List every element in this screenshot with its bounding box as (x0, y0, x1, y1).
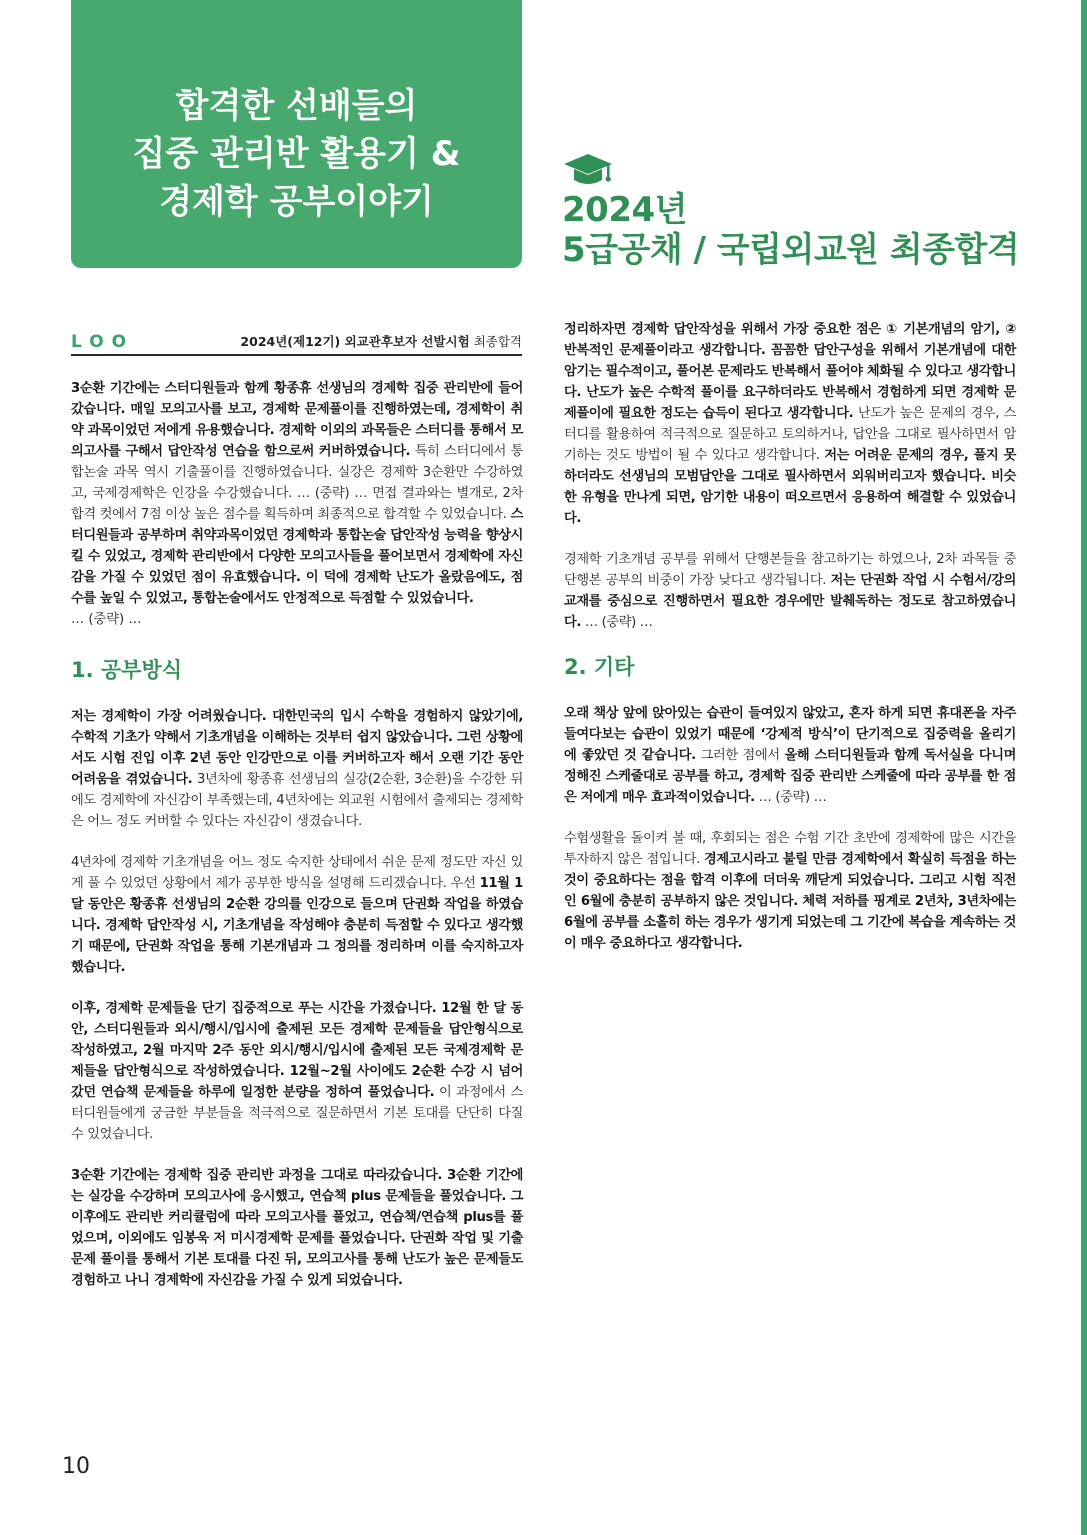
section-heading-study-method: 1. 공부방식 (71, 658, 183, 682)
text-bold: 오래 책상 앞에 앉아있는 습관이 들여있지 않았고, 혼자 하게 되면 휴대폰을 자주 들여다보는 습관이 있었기 때문에 ‘강제적 방식’이 단기적으로 집중력을 올리기에 좋았던 것 같습니다. (564, 706, 1016, 763)
text-regular: 그러한 점에서 (695, 748, 785, 763)
text-bold: 경제고시라고 불릴 만큼 경제학에서 확실히 득점을 하는 것이 중요하다는 점을 합격 이후에 더더욱 깨닫게 되었습니다. 그리고 시험 직전인 6월에 충분히 공부하지 않은 것입니다. 체력 저하를 핑계로 2년차, 3년차에는 6월에 공부를 소홀히 하는 경우가 생기게 되었는데 그 기간에 복습을 계속하는 것이 매우 중요하다고 생각합니다. (564, 852, 1016, 951)
text-regular: … (중략) … (754, 790, 827, 805)
text-bold: 저는 단권화 작업 시 수험서/강의교재를 중심으로 진행하면서 필요한 경우에만 발췌독하는 정도로 참고하였습니다. (564, 573, 1016, 630)
left-intro-paragraph (71, 378, 523, 609)
graduation-cap-icon (562, 152, 614, 192)
text-regular: … (중략) … (581, 615, 653, 630)
study-method-paragraph-3 (71, 998, 523, 1145)
etc-paragraph-1 (564, 703, 1016, 808)
side-accent-bar (1081, 0, 1087, 1535)
etc-paragraph-2 (564, 828, 1016, 954)
title-banner (71, 0, 522, 268)
textbook-paragraph (564, 549, 1016, 633)
text-regular: 이 과정에서 스터디원들에게 궁금한 부분들을 적극적으로 질문하면서 기본 토대를 단단히 다질 수 있었습니다. (71, 1085, 523, 1142)
text-bold: 이후, 경제학 문제들을 단기 집중적으로 푸는 시간을 가졌습니다. 12월 한 달 동안, 스터디원들과 외시/행시/입시에 출제된 모든 경제학 문제들을 답안형식으로 작성하였고, 2월 마지막 2주 동안 외시/행시/입시에 출제된 모든 국제경제학 문제들을 답안형식으로 작성하였습니다. 12월~2월 사이에도 2순환 수강 시 넘어갔던 연습책 문제들을 하루에 일정한 분량을 정하여 풀었습니다. (71, 1001, 523, 1100)
result-title (562, 190, 1062, 270)
author-exam-result: 최종합격 (469, 334, 522, 349)
result-year: 2024년 (562, 190, 687, 230)
page-number: 10 (62, 1454, 90, 1479)
right-column (564, 319, 1016, 974)
study-method-paragraph-2 (71, 852, 523, 978)
text-bold: 저는 어려운 문제의 경우, 풀지 못하더라도 선생님의 모범답안을 그대로 필사하면서 외워버리고자 했습니다. 비슷한 유형을 만나게 되면, 암기한 내용이 떠오르면서 응용하여 해결할 수 있었습니다. (564, 448, 1016, 526)
banner-title-line-1: 합격한 선배들의 (175, 86, 418, 126)
text-bold: 11월 1달 동안은 황종휴 선생님의 2순환 강의를 인강으로 들으며 단권화 작업을 하였습니다. 경제학 답안작성 시, 기초개념을 작성해야 충분히 득점할 수 있다고 생각했기 때문에, 단권화 작업을 통해 기본개념과 그 정의를 정리하며 이를 숙지하고자 했습니다. (71, 876, 524, 975)
banner-title-line-2: 집중 관리반 활용기 & (132, 134, 461, 174)
author-exam (240, 333, 522, 351)
text-bold: 올해 스터디원들과 함께 독서실을 다니며 정해진 스케줄대로 공부를 하고, 경제학 집중 관리반 스케줄에 따라 공부를 한 점은 저에게 매우 효과적이었습니다. (564, 748, 1016, 805)
left-column (71, 378, 523, 1311)
study-method-paragraph-1 (71, 706, 523, 832)
author-name: LOO (71, 332, 135, 352)
text-bold: 정리하자면 경제학 답안작성을 위해서 가장 중요한 점은 ① 기본개념의 암기, ② 반복적인 문제풀이라고 생각합니다. 꼼꼼한 답안구성을 위해서 기본개념에 대한 암기는 필수적이고, 풀어본 문제라도 반복해서 풀어야 체화될 수 있다고 생각합니다. 난도가 높은 수학적 풀이를 요구하더라도 반복해서 경험하게 되면 경제학 문제풀이에 필요한 정도는 습득이 된다고 생각합니다. (564, 322, 1016, 421)
omission-mark: … (중략) … (71, 612, 142, 627)
text-bold: 3순환 기간에는 경제학 집중 관리반 과정을 그대로 따라갔습니다. 3순환 기간에는 실강을 수강하며 모의고사에 응시했고, 연습책 plus 문제들을 풀었습니다. 그 이후에도 관리반 커리큘럼에 따라 모의고사를 풀었고, 연습책/연습책 plus를 풀었으며, 이외에도 임봉욱 저 미시경제학 문제를 풀었습니다. 단권화 작업 및 기출문제 풀이를 통해서 기본 토대를 다진 뒤, 모의고사를 통해 난도가 높은 문제들도 경험하고 나니 경제학에 자신감을 가질 수 있게 되었습니다. (71, 1168, 523, 1288)
result-exam: 5급공채 / 국립외교원 최종합격 (562, 230, 1020, 270)
text-regular: 난도가 높은 문제의 경우, 스터디를 활용하여 적극적으로 질문하고 토의하거나, 답안을 그대로 필사하면서 암기하는 것도 방법이 될 수 있다고 생각합니다. (564, 406, 1016, 463)
study-method-paragraph-4 (71, 1165, 523, 1291)
text-bold: 저는 경제학이 가장 어려웠습니다. 대한민국의 입시 수학을 경험하지 않았기에, 수학적 기초가 약해서 기초개념을 이해하는 것부터 쉽지 않았습니다. 그런 상황에서도 시험 진입 이후 2년 동안 인강만으로 이를 커버하고자 해서 오랜 기간 동안 어려움을 겪었습니다. (71, 709, 523, 787)
summary-paragraph (564, 319, 1016, 529)
section-heading-etc: 2. 기타 (564, 655, 635, 679)
author-row (71, 330, 522, 356)
text-regular: 3년차에 황종휴 선생님의 실강(2순환, 3순환)을 수강한 뒤에도 경제학에 자신감이 부족했는데, 4년차에는 외교원 시험에서 출제되는 경제학은 어느 정도 커버할 수 있다는 자신감이 생겼습니다. (71, 772, 523, 829)
text-regular: 경제학 기초개념 공부를 위해서 단행본들을 참고하기는 하였으나, 2차 과목들 중 단행본 공부의 비중이 가장 낮다고 생각됩니다. (564, 552, 1016, 588)
text-bold: 스터디원들과 공부하며 취약과목이었던 경제학과 통합논술 답안작성 능력을 향상시킬 수 있었고, 경제학 관리반에서 다양한 모의고사들을 풀어보면서 경제학에 자신감을 가질 수 있었던 점이 유효했습니다. 이 덕에 경제학 난도가 올랐음에도, 점수를 높일 수 있었고, 통합논술에서도 안정적으로 득점할 수 있었습니다. (71, 507, 523, 606)
text-regular: 특히 스터디에서 통합논술 과목 역시 기출풀이를 진행하였습니다. 실강은 경제학 3순환만 수강하였고, 국제경제학은 인강을 수강했습니다. … (중략) … 면접 결과와는 별개로, 2차 합격 컷에서 7점 이상 높은 점수를 획득하며 최종적으로 합격할 수 있었습니다. (71, 444, 524, 522)
text-regular: 4년차에 경제학 기초개념을 어느 정도 숙지한 상태에서 쉬운 문제 정도만 자신 있게 풀 수 있었던 상황에서 제가 공부한 방식을 설명해 드리겠습니다. 우선 (71, 855, 523, 891)
author-exam-title: 2024년(제12기) 외교관후보자 선발시험 (240, 334, 470, 349)
text-regular: 수험생활을 돌이켜 볼 때, 후회되는 점은 수험 기간 초반에 경제학에 많은 시간을 투자하지 않은 점입니다. (564, 831, 1016, 867)
text-bold: 3순환 기간에는 스터디원들과 함께 황종휴 선생님의 경제학 집중 관리반에 들어갔습니다. 매일 모의고사를 보고, 경제학 문제풀이를 진행하였는데, 경제학이 취약 과목이었던 저에게 유용했습니다. 경제학 이외의 과목들은 스터디를 통해서 모의고사를 구해서 답안작성 연습을 함으로써 커버하였습니다. (71, 381, 523, 459)
banner-title-line-3: 경제학 공부이야기 (159, 182, 434, 222)
